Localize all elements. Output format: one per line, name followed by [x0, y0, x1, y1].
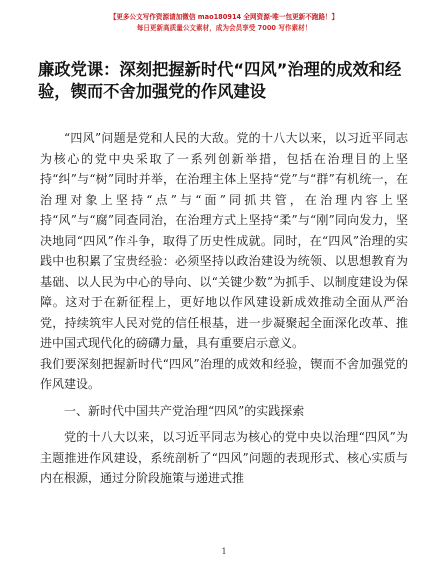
promo-banner — [0, 12, 448, 34]
document-body — [40, 128, 408, 489]
document-title: 廉政党课：深刻把握新时代“四风”治理的成效和经验，锲而不舍加强党的作风建设 — [38, 60, 402, 101]
page-number: 1 — [221, 547, 227, 556]
summary-paragraph: 我们要深刻把握新时代“四风”治理的成效和经验，锲而不舍加强党的作风建设。 — [40, 356, 408, 391]
intro-paragraph: “四风”问题是党和人民的大敌。党的十八大以来，以习近平同志为核心的党中央采取了一系列创新举措，包括在治理目的上坚持“纠”与“树”同时并举，在治理主体上坚持“党”与“群”有机统一，在治理对象上坚持“点”与“面”同抓共管，在治理内容上坚持“风”与“腐”同查同治，在治理方式上坚持“柔”与“刚”同向发力，坚决地同“四风”作斗争，取得了历史性成就。同时，在“四风”治理的实践中也积累了宝贵经验：必须坚持以政治建设为统领、以思想教育为基础、以人民为中心的导向、以“关键少数”为抓手、以制度建设为保障。这对于在新征程上，更好地以作风建设新成效推动全面从严治党，持续筑牢人民对党的信任根基，进一步凝聚起全面深化改革、推进中国式现代化的磅礴力量，具有重要启示意义。 — [40, 131, 408, 350]
section-paragraph: 党的十八大以来，以习近平同志为核心的党中央以治理“四风”为主题推进作风建设，系统剖析了“四风”问题的表现形式、核心实质与内在根源，通过分阶段施策与递进式推 — [40, 430, 408, 485]
promo-banner-line-2: 每日更新高质量公文素材，成为会员享受 7000 写作素材！ — [136, 24, 312, 32]
promo-banner-line-1: 【更多公文写作资源请加微信 mao180914 全网资源·唯一包更新不跑路！】 — [109, 13, 339, 21]
section-heading: 一、新时代中国共产党治理“四风”的实践探索 — [64, 403, 305, 418]
